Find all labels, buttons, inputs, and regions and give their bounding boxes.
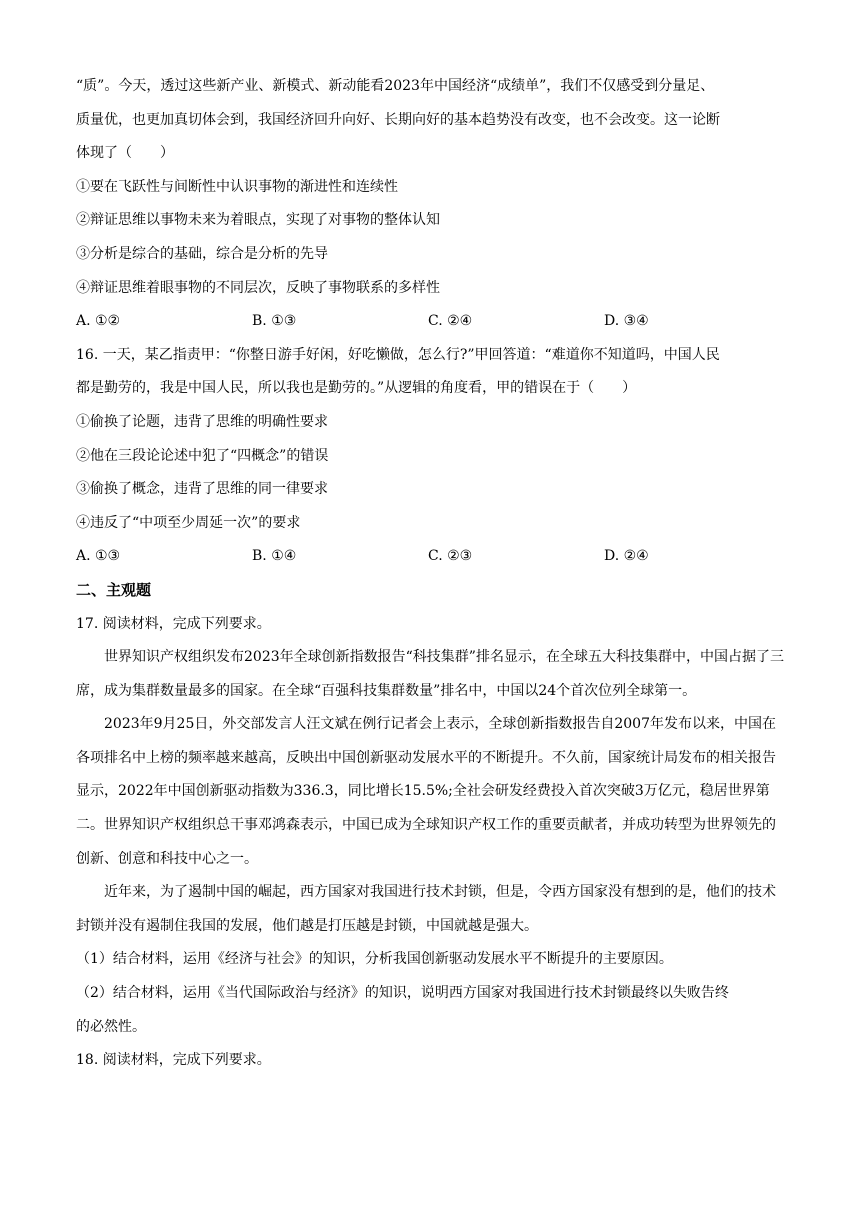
q15-option-c[interactable]: C. ②④ <box>428 313 473 330</box>
exam-page <box>76 70 788 1078</box>
q16-options <box>76 540 788 574</box>
q16-statement: ②他在三段论论述中犯了“四概念”的错误 <box>76 447 329 464</box>
q15-statement: ①要在飞跃性与间断性中认识事物的渐进性和连续性 <box>76 178 398 195</box>
q16-stem-line: 16. 一天，某乙指责甲：“你整日游手好闲，好吃懒做，怎么行?”甲回答道：“难道你不知道吗，中国人民 <box>76 346 720 363</box>
q17-sub-question-2-line: （2）结合材料，运用《当代国际政治与经济》的知识，说明西方国家对我国进行技术封锁最终以失败告终 <box>76 985 729 1002</box>
question-16 <box>76 339 788 574</box>
material-paragraph: 世界知识产权组织发布2023年全球创新指数报告“科技集群”排名显示，在全球五大科技集群中，中国占据了三席，成为集群数量最多的国家。在全球“百强科技集群数量”排名中，中国以24个首次位列全球第一。 <box>76 649 784 699</box>
q16-option-b[interactable]: B. ①④ <box>252 548 297 565</box>
q16-statement: ④违反了“中项至少周延一次”的要求 <box>76 514 301 531</box>
q18-stem: 18. 阅读材料，完成下列要求。 <box>76 1052 271 1069</box>
section-heading: 二、主观题 <box>76 580 152 599</box>
q15-statement: ④辩证思维着眼事物的不同层次，反映了事物联系的多样性 <box>76 279 440 296</box>
q15-option-b[interactable]: B. ①③ <box>252 313 297 330</box>
q15-option-a[interactable]: A. ①② <box>76 313 121 330</box>
q15-option-d[interactable]: D. ③④ <box>604 313 649 330</box>
question-17 <box>76 608 788 1045</box>
q15-options <box>76 305 788 339</box>
q15-statement: ②辩证思维以事物未来为着眼点，实现了对事物的整体认知 <box>76 212 440 229</box>
q17-sub-question-1: （1）结合材料，运用《经济与社会》的知识，分析我国创新驱动发展水平不断提升的主要原因。 <box>76 951 673 968</box>
q15-stem-line: “质”。今天，透过这些新产业、新模式、新动能看2023年中国经济“成绩单”，我们不仅感受到分量足、 <box>76 78 715 94</box>
q17-material <box>76 641 788 943</box>
question-15 <box>76 70 788 339</box>
q16-option-d[interactable]: D. ②④ <box>604 548 649 565</box>
q16-stem-line: 都是勤劳的，我是中国人民，所以我也是勤劳的。”从逻辑的角度看，甲的错误在于（ ） <box>76 380 637 397</box>
q17-sub-question-2-line: 的必然性。 <box>76 1018 146 1035</box>
q16-option-c[interactable]: C. ②③ <box>428 548 473 565</box>
q16-statement: ①偷换了论题，违背了思维的明确性要求 <box>76 413 328 430</box>
q17-stem: 17. 阅读材料，完成下列要求。 <box>76 615 271 632</box>
q15-stem-line: 体现了（ ） <box>76 145 174 162</box>
q16-statement: ③偷换了概念，违背了思维的同一律要求 <box>76 481 328 498</box>
q15-stem-line: 质量优，也更加真切体会到，我国经济回升向好、长期向好的基本趋势没有改变，也不会改变。这一论断 <box>76 111 720 128</box>
q16-option-a[interactable]: A. ①③ <box>76 548 121 565</box>
material-paragraph: 2023年9月25日，外交部发言人汪文斌在例行记者会上表示，全球创新指数报告自2007年发布以来，中国在各项排名中上榜的频率越来越高，反映出中国创新驱动发展水平的不断提升。不久前，国家统计局发布的相关报告显示，2022年中国创新驱动指数为336.3，同比增长15.5%;全社会研发经费投入首次突破3万亿元，稳居世界第二。世界知识产权组织总干事邓鸿森表示，中国已成为全球知识产权工作的重要贡献者，并成功转型为世界领先的创新、创意和科技中心之一。 <box>76 716 776 867</box>
q15-statement: ③分析是综合的基础，综合是分析的先导 <box>76 245 328 262</box>
question-18 <box>76 1044 788 1078</box>
material-paragraph: 近年来，为了遏制中国的崛起，西方国家对我国进行技术封锁，但是，令西方国家没有想到的是，他们的技术封锁并没有遏制住我国的发展，他们越是打压越是封锁，中国就越是强大。 <box>76 884 776 934</box>
